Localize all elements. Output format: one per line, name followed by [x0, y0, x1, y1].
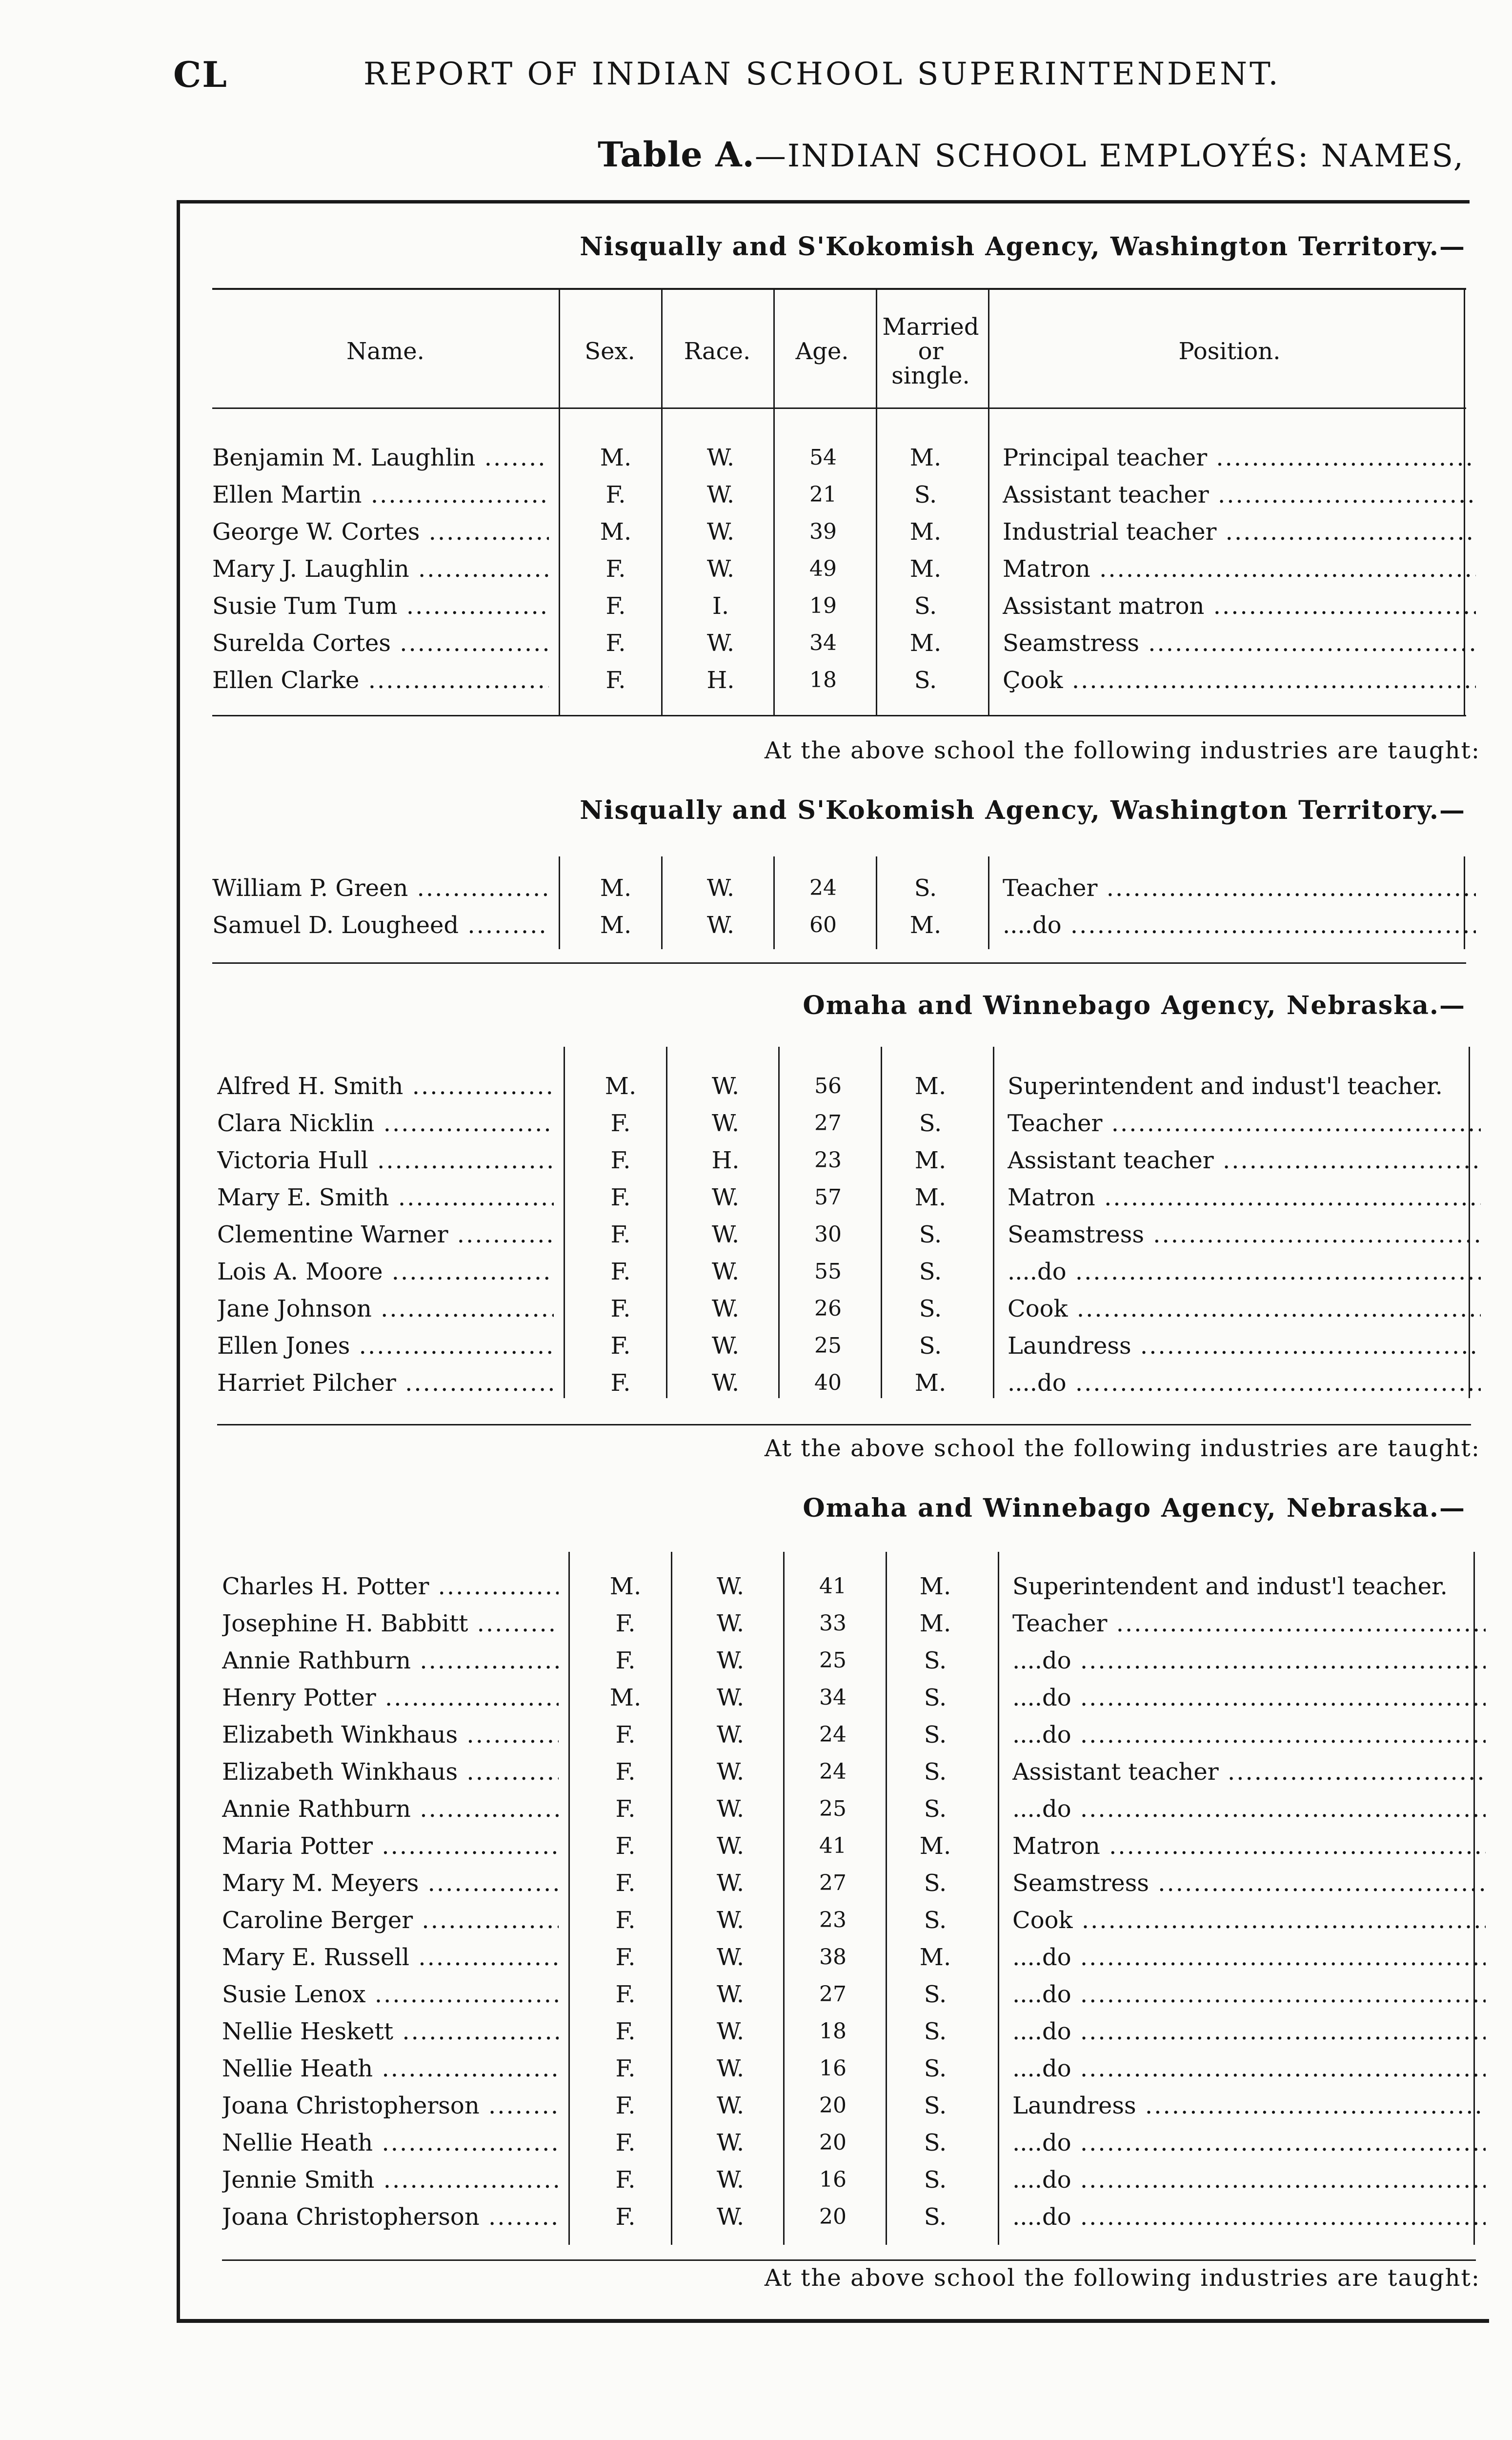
employee-sex: F. [605, 592, 626, 620]
employee-sex: F. [615, 1795, 636, 1823]
employee-race: W. [706, 874, 735, 902]
employee-race: W. [706, 555, 735, 583]
employee-age: 27 [819, 1871, 847, 1895]
header-top-rule [212, 288, 1466, 290]
employee-married: S. [924, 1684, 947, 1711]
employee-position: ....do ..... [1012, 2050, 1486, 2087]
employee-age: 24 [809, 875, 837, 900]
employee-age: 25 [819, 1796, 847, 1821]
employee-sex: F. [615, 1610, 636, 1637]
employee-race: W. [711, 1332, 740, 1360]
employee-sex: F. [615, 1832, 636, 1860]
employee-position: Matron ..... [1003, 550, 1476, 588]
header-bottom-rule [212, 407, 1466, 409]
employee-age: 38 [819, 1945, 847, 1970]
employee-position: Matron ..... [1008, 1179, 1481, 1216]
employee-sex: M. [600, 874, 632, 902]
employee-race: W. [716, 2166, 745, 2194]
employee-age: 56 [814, 1074, 842, 1098]
employee-married: S. [924, 2055, 947, 2082]
employee-name: Maria Potter ..... [222, 1828, 559, 1865]
employee-race: W. [711, 1221, 740, 1248]
employee-sex: F. [615, 1647, 636, 1674]
section-1-industries-note: At the above school the following industries are taught: [764, 737, 1480, 764]
employee-race: W. [711, 1110, 740, 1137]
employee-age: 54 [809, 445, 837, 470]
employee-age: 24 [819, 1759, 847, 1784]
employee-race: W. [716, 1573, 745, 1600]
employee-name: George W. Cortes ..... [212, 513, 549, 550]
employee-married: S. [924, 2203, 947, 2231]
employee-married: S. [919, 1258, 942, 1285]
section-3-heading: Omaha and Winnebago Agency, Nebraska.— [803, 991, 1466, 1020]
table-label: Table A. [598, 134, 755, 175]
employee-age: 18 [809, 668, 837, 692]
employee-position: Superintendent and indust'l teacher. [1012, 1573, 1448, 1600]
employee-race: I. [712, 592, 729, 620]
employee-name: Ellen Jones ..... [217, 1327, 554, 1364]
employee-name: Mary E. Smith ..... [217, 1179, 554, 1216]
employee-position: ....do ..... [1003, 907, 1476, 944]
employee-position: Seamstress ..... [1008, 1216, 1481, 1253]
employee-sex: F. [605, 667, 626, 694]
employee-sex: F. [610, 1110, 631, 1137]
employee-position: ....do ..... [1012, 1939, 1486, 1976]
employee-sex: F. [610, 1295, 631, 1322]
employee-sex: M. [600, 518, 632, 546]
employee-position: ....do ..... [1012, 2013, 1486, 2050]
section-1-bottom-rule [212, 715, 1466, 716]
employee-age: 34 [819, 1685, 847, 1710]
employee-sex: F. [615, 1907, 636, 1934]
employee-race: W. [711, 1295, 740, 1322]
employee-race: W. [716, 1832, 745, 1860]
table-top-rule [177, 200, 1470, 203]
employee-race: W. [706, 912, 735, 939]
employee-age: 30 [814, 1222, 842, 1247]
employee-age: 55 [814, 1259, 842, 1284]
employee-married: M. [919, 1832, 951, 1860]
employee-name: Nellie Heath ..... [222, 2050, 559, 2087]
employee-name: Joana Christopherson ..... [222, 2087, 559, 2124]
employee-sex: F. [610, 1221, 631, 1248]
employee-position: Laundress ..... [1008, 1327, 1481, 1364]
employee-position: ....do ..... [1012, 1642, 1486, 1679]
employee-position: ....do ..... [1012, 1679, 1486, 1716]
employee-married: S. [919, 1332, 942, 1360]
employee-name: Mary J. Laughlin ..... [212, 550, 549, 588]
employee-age: 39 [809, 519, 837, 544]
employee-position: Industrial teacher ..... [1003, 513, 1476, 550]
employee-age: 57 [814, 1185, 842, 1210]
employee-married: S. [914, 481, 937, 508]
employee-position: ....do ..... [1008, 1364, 1481, 1402]
employee-name: Samuel D. Lougheed ..... [212, 907, 549, 944]
employee-race: W. [716, 2129, 745, 2156]
employee-position: Cook ..... [1012, 1902, 1486, 1939]
employee-position: Matron ..... [1012, 1828, 1486, 1865]
employee-sex: F. [615, 2055, 636, 2082]
employee-sex: F. [615, 2018, 636, 2045]
employee-age: 40 [814, 1370, 842, 1395]
employee-married: M. [914, 1369, 947, 1397]
employee-name: William P. Green ..... [212, 870, 549, 907]
employee-sex: F. [605, 555, 626, 583]
employee-name: Benjamin M. Laughlin ..... [212, 439, 549, 476]
employee-name: Mary M. Meyers ..... [222, 1865, 559, 1902]
col-header-married-line2: or [918, 338, 944, 365]
employee-sex: F. [615, 1870, 636, 1897]
employee-married: M. [919, 1944, 951, 1971]
employee-race: W. [716, 2203, 745, 2231]
employee-married: M. [914, 1073, 947, 1100]
employee-sex: M. [609, 1573, 642, 1600]
s4-col-rule-5 [998, 1552, 999, 2245]
employee-position: ....do ..... [1012, 1716, 1486, 1753]
section-1-heading: Nisqually and S'Kokomish Agency, Washington Territory.— [580, 232, 1466, 262]
employee-race: W. [706, 481, 735, 508]
employee-name: Jane Johnson ..... [217, 1290, 554, 1327]
employee-position: Assistant teacher ..... [1003, 476, 1476, 513]
employee-race: W. [706, 444, 735, 471]
employee-race: W. [711, 1369, 740, 1397]
employee-married: S. [924, 1795, 947, 1823]
employee-race: H. [711, 1147, 740, 1174]
col-header-married [873, 315, 988, 388]
employee-age: 33 [819, 1611, 847, 1636]
employee-sex: F. [605, 481, 626, 508]
employee-position: Seamstress ..... [1003, 625, 1476, 662]
employee-married: S. [924, 1758, 947, 1786]
employee-name: Joana Christopherson ..... [222, 2198, 559, 2236]
employee-name: Lois A. Moore ..... [217, 1253, 554, 1290]
col-header-married-line1: Married [882, 313, 979, 341]
employee-race: W. [716, 1981, 745, 2008]
employee-race: W. [716, 1795, 745, 1823]
employee-race: W. [716, 1944, 745, 1971]
employee-sex: F. [610, 1332, 631, 1360]
employee-age: 23 [814, 1148, 842, 1173]
employee-position: ....do ..... [1012, 1976, 1486, 2013]
employee-married: M. [914, 1184, 947, 1211]
table-title [598, 134, 1465, 175]
employee-name: Nellie Heskett ..... [222, 2013, 559, 2050]
employee-position: Teacher ..... [1012, 1605, 1486, 1642]
employee-married: S. [914, 592, 937, 620]
employee-name: Ellen Clarke ..... [212, 662, 549, 699]
employee-name: Ellen Martin ..... [212, 476, 549, 513]
employee-position: Teacher ..... [1003, 870, 1476, 907]
s2-col-rule-1 [559, 856, 560, 949]
col-rule-5 [988, 288, 989, 715]
employee-age: 34 [809, 630, 837, 655]
employee-race: W. [716, 2092, 745, 2119]
s4-col-rule-1 [568, 1552, 570, 2245]
employee-age: 20 [819, 2130, 847, 2155]
employee-married: M. [909, 518, 942, 546]
employee-married: S. [924, 2092, 947, 2119]
employee-married: S. [924, 1981, 947, 2008]
table-title-text: —INDIAN SCHOOL EMPLOYÉS: NAMES, [754, 138, 1465, 174]
employee-name: Harriet Pilcher ..... [217, 1364, 554, 1402]
employee-race: W. [716, 1758, 745, 1786]
col-header-age: Age. [795, 338, 849, 365]
employee-married: S. [924, 2018, 947, 2045]
employee-name: Susie Lenox ..... [222, 1976, 559, 2013]
employee-position: Assistant teacher ..... [1012, 1753, 1486, 1790]
employee-race: W. [716, 1907, 745, 1934]
employee-sex: M. [600, 912, 632, 939]
s3-col-rule-1 [564, 1047, 565, 1398]
employee-age: 16 [819, 2056, 847, 2081]
employee-married: M. [909, 444, 942, 471]
employee-married: S. [919, 1221, 942, 1248]
employee-position: ....do ..... [1012, 2198, 1486, 2236]
employee-name: Jennie Smith ..... [222, 2161, 559, 2198]
employee-race: W. [716, 2055, 745, 2082]
employee-race: W. [706, 518, 735, 546]
employee-sex: M. [609, 1684, 642, 1711]
employee-age: 21 [809, 482, 837, 507]
table-left-rule [177, 200, 180, 2323]
employee-name: Nellie Heath ..... [222, 2124, 559, 2161]
employee-age: 25 [814, 1333, 842, 1358]
section-2-bottom-rule [212, 962, 1466, 964]
employee-race: W. [706, 630, 735, 657]
employee-married: M. [914, 1147, 947, 1174]
employee-married: S. [924, 1721, 947, 1749]
section-4-heading: Omaha and Winnebago Agency, Nebraska.— [803, 1493, 1466, 1523]
employee-married: S. [924, 2166, 947, 2194]
employee-race: W. [716, 1647, 745, 1674]
employee-name: Susie Tum Tum ..... [212, 588, 549, 625]
employee-position: Seamstress ..... [1012, 1865, 1486, 1902]
employee-age: 18 [819, 2019, 847, 2044]
employee-sex: F. [615, 2092, 636, 2119]
employee-position: Çook ..... [1003, 662, 1476, 699]
employee-married: S. [914, 874, 937, 902]
employee-married: S. [924, 1907, 947, 1934]
employee-age: 49 [809, 556, 837, 581]
employee-sex: F. [610, 1369, 631, 1397]
employee-race: H. [706, 667, 735, 694]
employee-married: M. [919, 1610, 951, 1637]
employee-sex: F. [610, 1184, 631, 1211]
employee-name: Josephine H. Babbitt ..... [222, 1605, 559, 1642]
col-header-married-line3: single. [891, 362, 970, 389]
employee-married: M. [909, 630, 942, 657]
employee-position: Teacher ..... [1008, 1105, 1481, 1142]
employee-name: Annie Rathburn ..... [222, 1790, 559, 1828]
page-number: CL [173, 54, 228, 95]
employee-age: 60 [809, 913, 837, 937]
employee-name: Mary E. Russell ..... [222, 1939, 559, 1976]
employee-age: 24 [819, 1722, 847, 1747]
employee-age: 41 [819, 1833, 847, 1858]
col-rule-1 [559, 288, 560, 715]
employee-married: S. [924, 2129, 947, 2156]
employee-name: Henry Potter ..... [222, 1679, 559, 1716]
employee-position: Laundress ..... [1012, 2087, 1486, 2124]
employee-name: Alfred H. Smith ..... [217, 1068, 554, 1105]
employee-sex: F. [615, 1944, 636, 1971]
employee-married: M. [919, 1573, 951, 1600]
employee-married: M. [909, 555, 942, 583]
col-header-name: Name. [346, 338, 424, 365]
employee-position: ....do ..... [1012, 2124, 1486, 2161]
employee-race: W. [716, 1721, 745, 1749]
employee-name: Clementine Warner ..... [217, 1216, 554, 1253]
employee-race: W. [711, 1184, 740, 1211]
employee-age: 16 [819, 2167, 847, 2192]
employee-position: Assistant teacher ..... [1008, 1142, 1481, 1179]
employee-name: Victoria Hull ..... [217, 1142, 554, 1179]
s2-col-rule-5 [988, 856, 989, 949]
employee-age: 27 [819, 1982, 847, 2007]
employee-race: W. [716, 2018, 745, 2045]
employee-name: Charles H. Potter ..... [222, 1568, 559, 1605]
employee-sex: F. [615, 1981, 636, 2008]
employee-position: Assistant matron ..... [1003, 588, 1476, 625]
employee-sex: F. [610, 1147, 631, 1174]
employee-position: ....do ..... [1012, 2161, 1486, 2198]
employee-position: ....do ..... [1012, 1790, 1486, 1828]
employee-sex: M. [605, 1073, 637, 1100]
employee-age: 26 [814, 1296, 842, 1321]
table-bottom-rule [177, 2319, 1489, 2323]
employee-age: 20 [819, 2204, 847, 2229]
employee-married: S. [924, 1870, 947, 1897]
employee-married: M. [909, 912, 942, 939]
employee-age: 20 [819, 2093, 847, 2118]
employee-sex: F. [615, 2129, 636, 2156]
employee-position: Superintendent and indust'l teacher. [1008, 1073, 1443, 1100]
col-header-sex: Sex. [585, 338, 635, 365]
employee-name: Caroline Berger ..... [222, 1902, 559, 1939]
employee-sex: F. [615, 2166, 636, 2194]
employee-name: Annie Rathburn ..... [222, 1642, 559, 1679]
employee-name: Surelda Cortes ..... [212, 625, 549, 662]
col-header-position: Position. [1178, 338, 1281, 365]
employee-age: 19 [809, 593, 837, 618]
col-header-race: Race. [684, 338, 751, 365]
employee-position: Principal teacher ..... [1003, 439, 1476, 476]
employee-sex: F. [615, 1758, 636, 1786]
employee-position: Cook ..... [1008, 1290, 1481, 1327]
employee-married: S. [919, 1295, 942, 1322]
employee-name: Elizabeth Winkhaus ..... [222, 1753, 559, 1790]
employee-race: W. [711, 1073, 740, 1100]
running-title: REPORT OF INDIAN SCHOOL SUPERINTENDENT. [363, 56, 1281, 92]
section-3-industries-note: At the above school the following industries are taught: [764, 1435, 1480, 1462]
employee-age: 27 [814, 1111, 842, 1136]
employee-age: 23 [819, 1908, 847, 1932]
employee-race: W. [716, 1684, 745, 1711]
employee-age: 25 [819, 1648, 847, 1673]
section-4-bottom-rule [222, 2259, 1476, 2261]
section-2-heading: Nisqually and S'Kokomish Agency, Washington Territory.— [580, 795, 1466, 825]
employee-name: Elizabeth Winkhaus ..... [222, 1716, 559, 1753]
employee-race: W. [711, 1258, 740, 1285]
employee-age: 41 [819, 1574, 847, 1599]
employee-married: S. [924, 1647, 947, 1674]
employee-sex: F. [605, 630, 626, 657]
employee-married: S. [919, 1110, 942, 1137]
employee-sex: F. [615, 2203, 636, 2231]
employee-race: W. [716, 1610, 745, 1637]
employee-married: S. [914, 667, 937, 694]
employee-sex: M. [600, 444, 632, 471]
section-3-bottom-rule [217, 1424, 1471, 1425]
employee-name: Clara Nicklin ..... [217, 1105, 554, 1142]
employee-sex: F. [615, 1721, 636, 1749]
employee-position: ....do ..... [1008, 1253, 1481, 1290]
employee-race: W. [716, 1870, 745, 1897]
section-4-industries-note: At the above school the following industries are taught: [764, 2264, 1480, 2292]
s3-col-rule-5 [993, 1047, 994, 1398]
employee-sex: F. [610, 1258, 631, 1285]
